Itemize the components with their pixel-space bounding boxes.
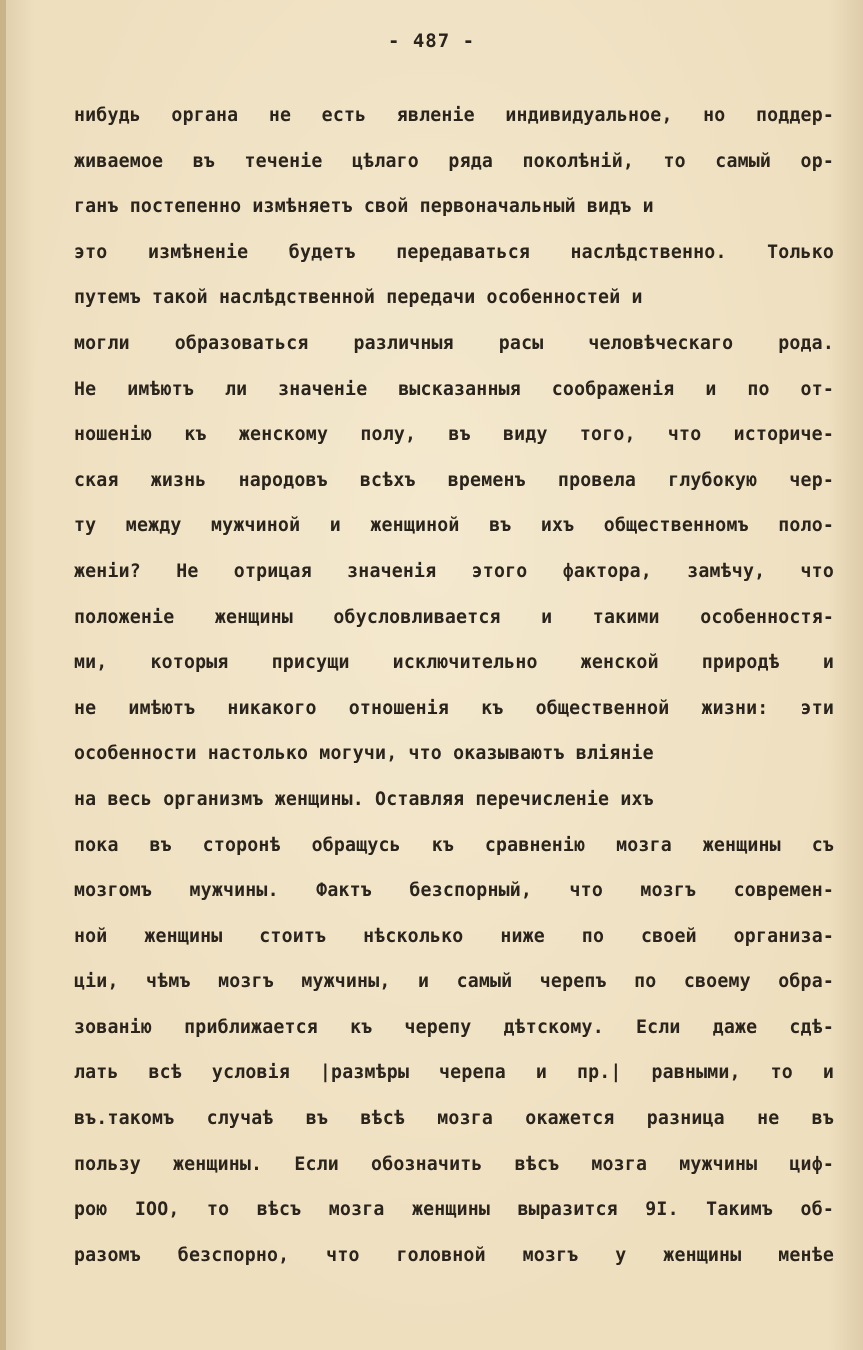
text-line: путемъ такой наслѣдственной передачи особенностей и — [74, 287, 643, 309]
text-line: разомъ безспорно, что головной мозгъ у женщины менѣе — [74, 1244, 834, 1266]
text-line: положеніе женщины обусловливается и такими особенностя- — [74, 606, 834, 628]
text-line: мозгомъ мужчины. Фактъ безспорный, что мозгъ современ- — [74, 880, 834, 902]
text-line: нибудь органа не есть явленіе индивидуальное, но поддер- — [74, 105, 834, 126]
text-line: ціи, чѣмъ мозгъ мужчины, и самый черепъ по своему обра- — [74, 971, 834, 993]
text-line: могли образоваться различныя расы человѣческаго рода. — [74, 332, 834, 354]
text-line: ной женщины стоитъ нѣсколько ниже по своей организа- — [74, 925, 834, 947]
text-line: ми, которыя присущи исключительно женской природѣ и — [74, 652, 834, 674]
text-line: пока въ сторонѣ обращусь къ сравненію мозга женщины съ — [74, 834, 834, 856]
text-line: пользу женщины. Если обозначить вѣсъ мозга мужчины циф- — [74, 1153, 834, 1175]
text-line: ту между мужчиной и женщиной въ ихъ общественномъ поло- — [74, 515, 834, 537]
text-line: ганъ постепенно измѣняетъ свой первоначальный видъ и — [74, 196, 654, 218]
text-line: рою IOO, то вѣсъ мозга женщины выразится 9I. Такимъ об- — [74, 1199, 834, 1221]
text-line: ская жизнь народовъ всѣхъ временъ провела глубокую чер- — [74, 469, 834, 491]
text-line: особенности настолько могучи, что оказываютъ вліяніе — [74, 743, 654, 765]
text-line: въ.такомъ случаѣ въ вѣсѣ мозга окажется разница не въ — [74, 1108, 834, 1130]
text-line: женіи? Не отрицая значенія этого фактора, замѣчу, что — [74, 560, 834, 582]
text-line: на весь организмъ женщины. Оставляя перечисленіе ихъ — [74, 788, 654, 810]
text-line: ношенію къ женскому полу, въ виду того, что историче- — [74, 424, 834, 446]
text-line: Не имѣютъ ли значеніе высказанныя соображенія и по от- — [74, 378, 834, 400]
text-line: живаемое въ теченіе цѣлаго ряда поколѣній, то самый ор- — [74, 150, 834, 172]
body-text — [74, 93, 834, 1278]
page-edge — [0, 0, 6, 1350]
text-line: зованію приближается къ черепу дѣтскому. Если даже сдѣ- — [74, 1016, 834, 1038]
text-line: не имѣютъ никакого отношенія къ общественной жизни: эти — [74, 697, 834, 719]
text-line: лать всѣ условія |размѣры черепа и пр.| равными, то и — [74, 1062, 834, 1084]
page-number: - 487 - — [387, 30, 476, 52]
text-line: это измѣненіе будетъ передаваться наслѣдственно. Только — [74, 241, 834, 263]
